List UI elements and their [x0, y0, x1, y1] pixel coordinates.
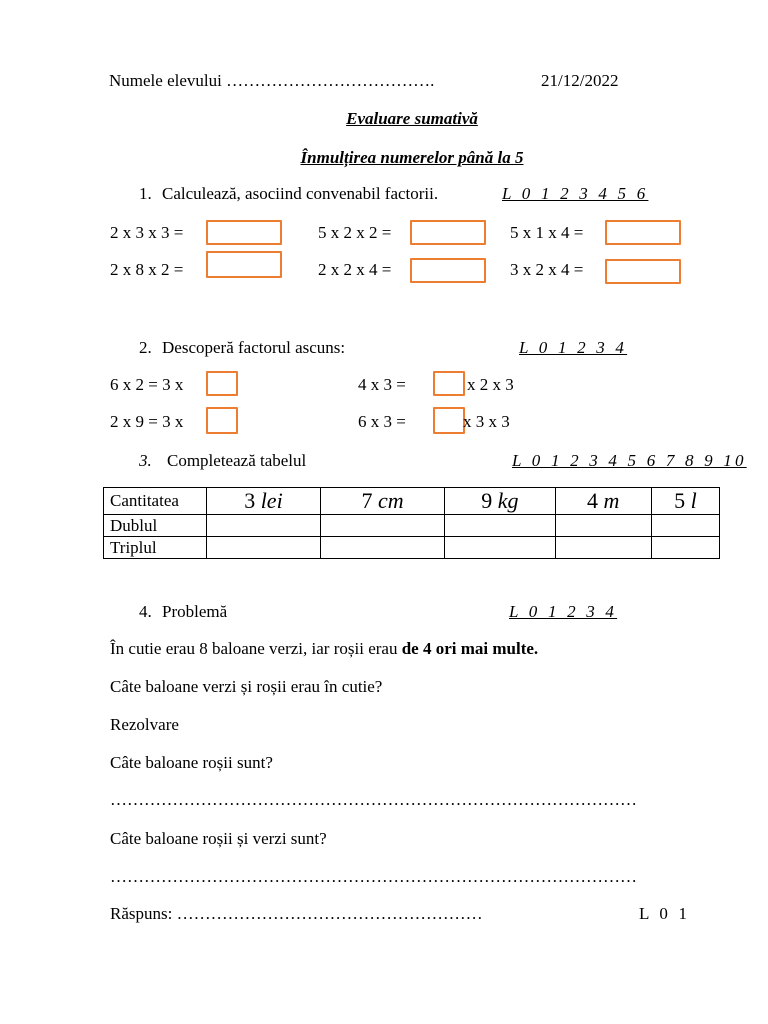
factor-box[interactable]: [206, 407, 238, 434]
row-label-triple: Triplul: [104, 537, 207, 559]
table-input-cell[interactable]: [207, 515, 321, 537]
table-input-cell[interactable]: [555, 515, 651, 537]
ex2-expr-3: 2 x 9 = 3 x: [110, 412, 184, 431]
table-header-cell: 4 m: [555, 488, 651, 515]
answer-box[interactable]: [605, 259, 681, 284]
ex4-score-scale: L 0 1 2 3 4: [509, 602, 618, 621]
table-row: [104, 488, 720, 515]
problem-statement: [110, 639, 538, 659]
table-input-cell[interactable]: [651, 515, 719, 537]
table-header-cell: 5 l: [651, 488, 719, 515]
answer-box[interactable]: [206, 251, 282, 278]
solution-label: Rezolvare: [110, 715, 179, 734]
ex2-number: 2.: [139, 338, 152, 357]
answer-line-2[interactable]: …………………………………………………………………………………: [110, 867, 637, 886]
ex1-instruction: Calculează, asociind convenabil factorii.: [162, 184, 439, 203]
answer-box[interactable]: [410, 220, 486, 245]
ex1-expr-5: 2 x 2 x 4 =: [318, 260, 392, 279]
table-input-cell[interactable]: [320, 537, 444, 559]
table-input-cell[interactable]: [445, 515, 555, 537]
table-header-cell: 7 cm: [320, 488, 444, 515]
answer-line-1[interactable]: …………………………………………………………………………………: [110, 790, 637, 809]
ex1-expr-1: 2 x 3 x 3 =: [110, 223, 184, 242]
ex1-expr-4: 2 x 8 x 2 =: [110, 260, 184, 279]
problem-question: Câte baloane verzi și roșii erau în cutie?: [110, 677, 383, 696]
answer-box[interactable]: [206, 220, 282, 245]
ex1-expr-2: 5 x 2 x 2 =: [318, 223, 392, 242]
sub-question-2: Câte baloane roșii și verzi sunt?: [110, 829, 327, 848]
final-answer-line[interactable]: Răspuns: ………………………………………………: [110, 904, 483, 923]
ex2-expr-4: 6 x 3 =: [358, 412, 406, 431]
factor-box[interactable]: [433, 407, 465, 434]
page-title: Evaluare sumativă: [346, 109, 478, 128]
answer-score-scale: L 0 1: [639, 904, 691, 923]
ex4-instruction: Problemă: [162, 602, 228, 621]
ex1-number: 1.: [139, 184, 152, 203]
sub-question-1: Câte baloane roșii sunt?: [110, 753, 273, 772]
ex4-number: 4.: [139, 602, 152, 621]
ex1-score-scale: L 0 1 2 3 4 5 6: [502, 184, 649, 203]
answer-box[interactable]: [410, 258, 486, 283]
ex2-expr-4-rest: x 3 x 3: [463, 412, 510, 431]
row-label-quantity: Cantitatea: [104, 488, 207, 515]
ex3-score-scale: L 0 1 2 3 4 5 6 7 8 9 10: [512, 451, 747, 470]
ex2-expr-1: 6 x 2 = 3 x: [110, 375, 184, 394]
ex1-expr-6: 3 x 2 x 4 =: [510, 260, 584, 279]
table-input-cell[interactable]: [445, 537, 555, 559]
table-row: [104, 515, 720, 537]
factor-box[interactable]: [206, 371, 238, 396]
ex2-score-scale: L 0 1 2 3 4: [519, 338, 628, 357]
table-header-cell: 3 lei: [207, 488, 321, 515]
quantities-table: [103, 487, 720, 559]
table-input-cell[interactable]: [555, 537, 651, 559]
table-row: [104, 537, 720, 559]
page-subtitle: Înmulțirea numerelor până la 5: [300, 148, 524, 167]
problem-statement-text: În cutie erau 8 baloane verzi, iar roșii erau: [110, 639, 398, 658]
ex1-expr-3: 5 x 1 x 4 =: [510, 223, 584, 242]
test-date: 21/12/2022: [541, 71, 619, 90]
table-input-cell[interactable]: [320, 515, 444, 537]
factor-box[interactable]: [433, 371, 465, 396]
table-input-cell[interactable]: [207, 537, 321, 559]
ex3-number: 3.: [139, 451, 152, 470]
table-header-cell: 9 kg: [445, 488, 555, 515]
ex2-expr-2-rest: x 2 x 3: [467, 375, 514, 394]
ex2-instruction: Descoperă factorul ascuns:: [162, 338, 346, 357]
row-label-double: Dublul: [104, 515, 207, 537]
table-input-cell[interactable]: [651, 537, 719, 559]
problem-statement-emphasis: de 4 ori mai multe.: [401, 639, 539, 658]
ex3-instruction: Completează tabelul: [167, 451, 307, 470]
ex2-expr-2: 4 x 3 =: [358, 375, 406, 394]
student-name-line: Numele elevului ……………………………….: [109, 71, 435, 90]
answer-box[interactable]: [605, 220, 681, 245]
